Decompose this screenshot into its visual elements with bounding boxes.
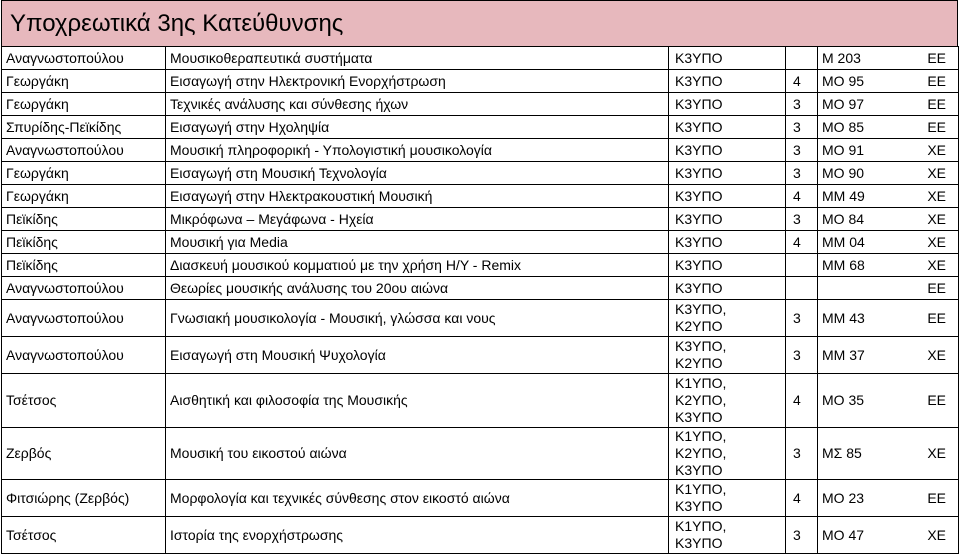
- course-type: ΧΕ: [927, 256, 946, 273]
- semester-cell: 3: [786, 93, 818, 116]
- courses-table: [1, 46, 959, 554]
- code-type-cell: [818, 208, 959, 231]
- course-type: ΕΕ: [927, 489, 946, 506]
- level-cell: Κ3ΥΠΟ: [669, 139, 786, 162]
- level-cell: Κ3ΥΠΟ: [669, 47, 786, 70]
- level-cell: Κ1ΥΠΟ, Κ3ΥΠΟ: [669, 517, 786, 554]
- course-cell: Μουσικοθεραπευτικά συστήματα: [166, 47, 669, 70]
- course-code: ΜΟ 23: [822, 489, 865, 506]
- instructor-cell: Γεωργάκη: [2, 185, 166, 208]
- level-cell: Κ3ΥΠΟ: [669, 277, 786, 300]
- semester-cell: 3: [786, 337, 818, 374]
- semester-cell: 4: [786, 374, 818, 428]
- semester-cell: 3: [786, 517, 818, 554]
- level-cell: Κ3ΥΠΟ: [669, 254, 786, 277]
- course-type: ΧΕ: [927, 346, 946, 363]
- semester-cell: 3: [786, 300, 818, 337]
- instructor-cell: Γεωργάκη: [2, 162, 166, 185]
- instructor-cell: Αναγνωστοπούλου: [2, 277, 166, 300]
- instructor-cell: Γεωργάκη: [2, 93, 166, 116]
- table-row: [2, 70, 959, 93]
- course-code: ΜΟ 47: [822, 526, 865, 543]
- course-cell: Τεχνικές ανάλυσης και σύνθεσης ήχων: [166, 93, 669, 116]
- code-type-cell: [818, 116, 959, 139]
- table-row: [2, 277, 959, 300]
- instructor-cell: Τσέτσος: [2, 517, 166, 554]
- course-cell: Εισαγωγή στην Ηχοληψία: [166, 116, 669, 139]
- courses-table-body: [2, 47, 959, 554]
- semester-cell: 4: [786, 231, 818, 254]
- course-code: ΜΟ 85: [822, 118, 865, 135]
- semester-cell: [786, 47, 818, 70]
- course-cell: Εισαγωγή στη Μουσική Τεχνολογία: [166, 162, 669, 185]
- course-code: ΜΜ 49: [822, 187, 865, 204]
- instructor-cell: Σπυρίδης-Πεϊκίδης: [2, 116, 166, 139]
- code-type-cell: [818, 254, 959, 277]
- course-type: ΧΕ: [927, 187, 946, 204]
- semester-cell: 4: [786, 70, 818, 93]
- course-code: ΜΟ 84: [822, 210, 865, 227]
- level-cell: Κ3ΥΠΟ: [669, 231, 786, 254]
- code-type-cell: [818, 517, 959, 554]
- instructor-cell: Πεϊκίδης: [2, 254, 166, 277]
- semester-cell: 3: [786, 162, 818, 185]
- page-title: Υποχρεωτικά 3ης Κατεύθυνσης: [1, 0, 958, 46]
- course-type: ΧΕ: [927, 141, 946, 158]
- table-row: [2, 254, 959, 277]
- table-row: [2, 231, 959, 254]
- course-cell: Ιστορία της ενορχήστρωσης: [166, 517, 669, 554]
- course-cell: Μουσική για Media: [166, 231, 669, 254]
- semester-cell: 4: [786, 480, 818, 517]
- instructor-cell: Ζερβός: [2, 428, 166, 480]
- instructor-cell: Γεωργάκη: [2, 70, 166, 93]
- instructor-cell: Φιτσιώρης (Ζερβός): [2, 480, 166, 517]
- level-cell: Κ3ΥΠΟ, Κ2ΥΠΟ: [669, 337, 786, 374]
- semester-cell: 3: [786, 116, 818, 139]
- course-type: ΕΕ: [927, 49, 946, 66]
- table-row: [2, 428, 959, 480]
- course-cell: Γνωσιακή μουσικολογία - Μουσική, γλώσσα και νους: [166, 300, 669, 337]
- level-cell: Κ3ΥΠΟ: [669, 185, 786, 208]
- course-type: ΕΕ: [927, 279, 946, 296]
- code-type-cell: [818, 139, 959, 162]
- table-row: [2, 116, 959, 139]
- course-code: ΜΜ 37: [822, 346, 865, 363]
- semester-cell: [786, 254, 818, 277]
- instructor-cell: Αναγνωστοπούλου: [2, 139, 166, 162]
- course-type: ΕΕ: [927, 392, 946, 408]
- course-code: ΜΜ 68: [822, 256, 865, 273]
- course-code: ΜΟ 35: [822, 392, 865, 408]
- code-type-cell: [818, 277, 959, 300]
- level-cell: Κ3ΥΠΟ: [669, 93, 786, 116]
- table-row: [2, 208, 959, 231]
- instructor-cell: Πεϊκίδης: [2, 208, 166, 231]
- course-cell: Μορφολογία και τεχνικές σύνθεσης στον εικοστό αιώνα: [166, 480, 669, 517]
- course-type: ΕΕ: [927, 309, 946, 326]
- code-type-cell: [818, 480, 959, 517]
- instructor-cell: Αναγνωστοπούλου: [2, 300, 166, 337]
- course-cell: Μουσική πληροφορική - Υπολογιστική μουσικολογία: [166, 139, 669, 162]
- level-cell: Κ1ΥΠΟ, Κ2ΥΠΟ, Κ3ΥΠΟ: [669, 428, 786, 480]
- course-type: ΧΕ: [927, 526, 946, 543]
- course-type: ΕΕ: [927, 95, 946, 112]
- instructor-cell: Τσέτσος: [2, 374, 166, 428]
- table-row: [2, 337, 959, 374]
- code-type-cell: [818, 428, 959, 480]
- level-cell: Κ1ΥΠΟ, Κ2ΥΠΟ, Κ3ΥΠΟ: [669, 374, 786, 428]
- table-row: [2, 93, 959, 116]
- course-cell: Διασκευή μουσικού κομματιού με την χρήση Η/Υ - Remix: [166, 254, 669, 277]
- instructor-cell: Πεϊκίδης: [2, 231, 166, 254]
- course-code: Μ 203: [822, 49, 861, 66]
- code-type-cell: [818, 337, 959, 374]
- instructor-cell: Αναγνωστοπούλου: [2, 47, 166, 70]
- level-cell: Κ1ΥΠΟ, Κ3ΥΠΟ: [669, 480, 786, 517]
- course-type: ΧΕ: [927, 445, 946, 461]
- course-type: ΧΕ: [927, 210, 946, 227]
- course-cell: Αισθητική και φιλοσοφία της Μουσικής: [166, 374, 669, 428]
- level-cell: Κ3ΥΠΟ: [669, 70, 786, 93]
- instructor-cell: Αναγνωστοπούλου: [2, 337, 166, 374]
- code-type-cell: [818, 300, 959, 337]
- course-code: ΜΟ 95: [822, 72, 865, 89]
- course-code: ΜΟ 97: [822, 95, 865, 112]
- table-row: [2, 374, 959, 428]
- course-code: ΜΜ 04: [822, 233, 865, 250]
- level-cell: Κ3ΥΠΟ, Κ2ΥΠΟ: [669, 300, 786, 337]
- code-type-cell: [818, 374, 959, 428]
- code-type-cell: [818, 162, 959, 185]
- level-cell: Κ3ΥΠΟ: [669, 162, 786, 185]
- semester-cell: [786, 277, 818, 300]
- code-type-cell: [818, 185, 959, 208]
- semester-cell: 4: [786, 185, 818, 208]
- semester-cell: 3: [786, 428, 818, 480]
- course-cell: Εισαγωγή στην Ηλεκτρονική Ενορχήστρωση: [166, 70, 669, 93]
- table-row: [2, 300, 959, 337]
- table-row: [2, 47, 959, 70]
- course-type: ΕΕ: [927, 118, 946, 135]
- course-code: ΜΜ 43: [822, 309, 865, 326]
- code-type-cell: [818, 231, 959, 254]
- table-row: [2, 185, 959, 208]
- course-type: ΧΕ: [927, 233, 946, 250]
- course-type: ΕΕ: [927, 72, 946, 89]
- semester-cell: 3: [786, 208, 818, 231]
- semester-cell: 3: [786, 139, 818, 162]
- table-row: [2, 517, 959, 554]
- table-row: [2, 162, 959, 185]
- course-cell: Εισαγωγή στην Ηλεκτρακουστική Μουσική: [166, 185, 669, 208]
- code-type-cell: [818, 47, 959, 70]
- table-row: [2, 139, 959, 162]
- level-cell: Κ3ΥΠΟ: [669, 116, 786, 139]
- course-cell: Μικρόφωνα – Μεγάφωνα - Ηχεία: [166, 208, 669, 231]
- course-type: ΧΕ: [927, 164, 946, 181]
- code-type-cell: [818, 93, 959, 116]
- code-type-cell: [818, 70, 959, 93]
- page: [1, 0, 958, 551]
- course-code: ΜΟ 91: [822, 141, 865, 158]
- course-code: ΜΟ 90: [822, 164, 865, 181]
- table-row: [2, 480, 959, 517]
- course-cell: Εισαγωγή στη Μουσική Ψυχολογία: [166, 337, 669, 374]
- course-cell: Μουσική του εικοστού αιώνα: [166, 428, 669, 480]
- course-cell: Θεωρίες μουσικής ανάλυσης του 20ου αιώνα: [166, 277, 669, 300]
- level-cell: Κ3ΥΠΟ: [669, 208, 786, 231]
- course-code: ΜΣ 85: [822, 445, 862, 461]
